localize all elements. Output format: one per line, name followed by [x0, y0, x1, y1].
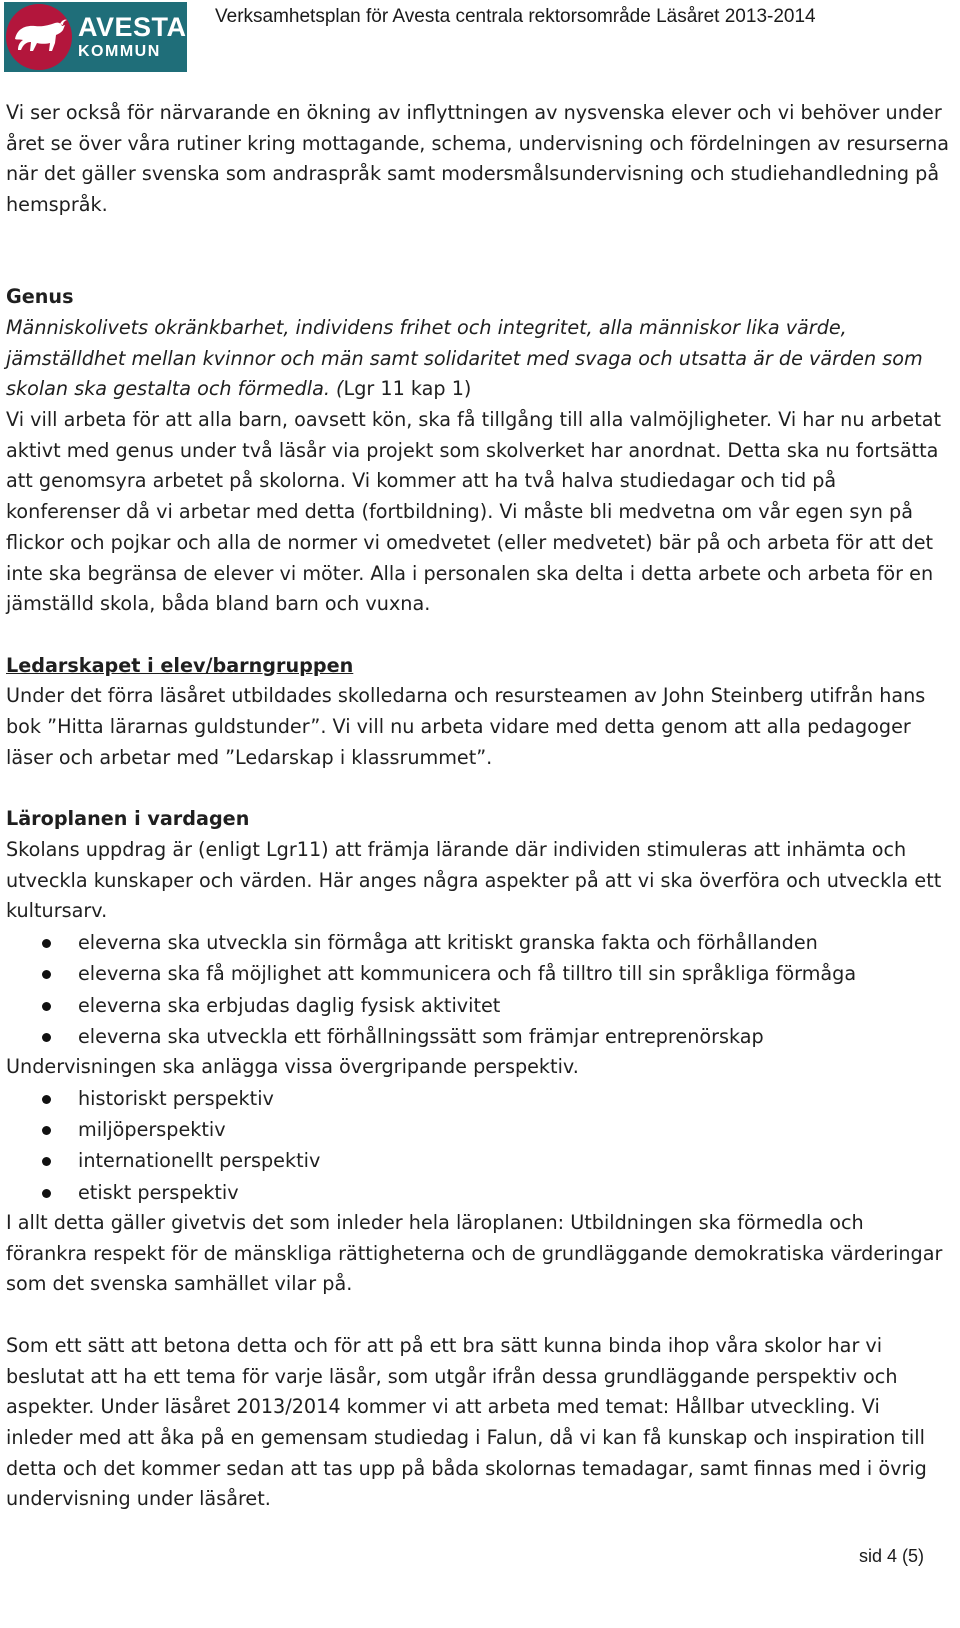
perspectives-list — [6, 1083, 950, 1208]
avesta-kommun-logo — [4, 2, 187, 72]
page-header — [0, 0, 960, 80]
list-item: etiskt perspektiv — [6, 1177, 950, 1208]
page-number: sid 4 (5) — [858, 1546, 924, 1566]
list-item: eleverna ska utveckla ett förhållningssätt som främjar entreprenörskap — [6, 1021, 950, 1052]
ledarskap-heading: Ledarskapet i elev/barngruppen — [6, 653, 354, 677]
intro-paragraph: Vi ser också för närvarande en ökning av inflyttningen av nysvenska elever och vi behöver under året se över våra rutiner kring mottagande, schema, undervisning och fördelningen av resurserna när det gäller svenska som andraspråk samt modersmålsundervisning och studiehandledning på hemspråk. — [6, 101, 950, 217]
bull-emblem-icon — [6, 4, 72, 70]
bullet-icon — [42, 1002, 51, 1011]
document-title: Verksamhetsplan för Avesta centrala rektorsområde Läsåret 2013-2014 — [215, 6, 816, 27]
list-item: eleverna ska utveckla sin förmåga att kritiskt granska fakta och förhållanden — [6, 927, 950, 958]
ledarskap-body: Under det förra läsåret utbildades skolledarna och resursteamen av John Steinberg utifrån hans bok ”Hitta lärarnas guldstunder”. Vi vill nu arbeta vidare med detta genom att alla pedagoger läser och arbetar med ”Ledarskap i klassrummet”. — [6, 684, 926, 769]
list-item: eleverna ska erbjudas daglig fysisk aktivitet — [6, 990, 950, 1021]
tema-paragraph: Som ett sätt att betona detta och för att på ett bra sätt kunna binda ihop våra skolor har vi beslutat att ha ett tema för varje läsår, som utgår ifrån dessa grundläggande perspektiv och aspekter. Under läsåret 2013/2014 kommer vi att arbeta med temat: Hållbar utveckling. Vi inleder med att åka på en gemensam studiedag i Falun, då vi kan få kunskap och inspiration till detta och det kommer sedan att tas upp på båda skolornas temadagar, samt finnas med i övrig undervisning under läsåret. — [6, 1333, 927, 1511]
logo-line1: AVESTA — [78, 12, 187, 42]
list-item: historiskt perspektiv — [6, 1083, 950, 1114]
bullet-icon — [42, 1033, 51, 1042]
laroplanen-heading: Läroplanen i vardagen — [6, 807, 250, 831]
list-item: eleverna ska få möjlighet att kommunicera och få tilltro till sin språkliga förmåga — [6, 958, 950, 989]
list-item: miljöperspektiv — [6, 1114, 950, 1145]
aspects-list — [6, 927, 950, 1052]
logo-wordmark — [78, 14, 187, 60]
list-item: internationellt perspektiv — [6, 1145, 950, 1176]
bullet-icon — [42, 1095, 51, 1104]
laroplanen-intro: Skolans uppdrag är (enligt Lgr11) att främja lärande där individen stimuleras att inhämta och utveckla kunskaper och värden. Här anges några aspekter på att vi ska överföra och utveckla ett kultursarv. — [6, 837, 942, 923]
genus-reference: Lgr 11 kap 1) — [343, 377, 472, 401]
bullet-icon — [42, 1126, 51, 1135]
perspectives-intro: Undervisningen ska anlägga vissa övergripande perspektiv. — [6, 1055, 579, 1079]
laroplanen-closing: I allt detta gäller givetvis det som inleder hela läroplanen: Utbildningen ska förmedla och förankra respekt för de mänskliga rättigheterna och de grundläggande demokratiska värderingar som det svenska samhället vilar på. — [6, 1211, 943, 1296]
logo-line2: KOMMUN — [78, 43, 161, 60]
genus-quote: Människolivets okränkbarhet, individens frihet och integritet, alla människor lika värde, jämställdhet mellan kvinnor och män samt solidaritet med svaga och utsatta är de värden som skolan ska gestalta och förmedla. ( — [6, 315, 923, 401]
bullet-icon — [42, 1157, 51, 1166]
genus-heading: Genus — [6, 285, 74, 309]
genus-body: Vi vill arbeta för att alla barn, oavsett kön, ska få tillgång till alla valmöjligheter. Vi har nu arbetat aktivt med genus under två läsår via projekt som skolverket har anordnat. Detta ska nu fortsätta att genomsyra arbetet på skolorna. Vi kommer att ha två halva studiedagar och tid på konferenser då vi arbetar med detta (fortbildning). Vi måste bli medvetna om vår egen syn på flickor och pojkar och alla de normer vi omedvetet (eller medvetet) bär på och arbeta för att det inte ska begränsa de elever vi möter. Alla i personalen ska delta i detta arbete och arbeta för en jämställd skola, båda bland barn och vuxna. — [6, 408, 942, 616]
bullet-icon — [42, 970, 51, 979]
document-body — [6, 98, 950, 1515]
bullet-icon — [42, 939, 51, 948]
genus-quote-paragraph — [6, 313, 950, 405]
bullet-icon — [42, 1189, 51, 1198]
